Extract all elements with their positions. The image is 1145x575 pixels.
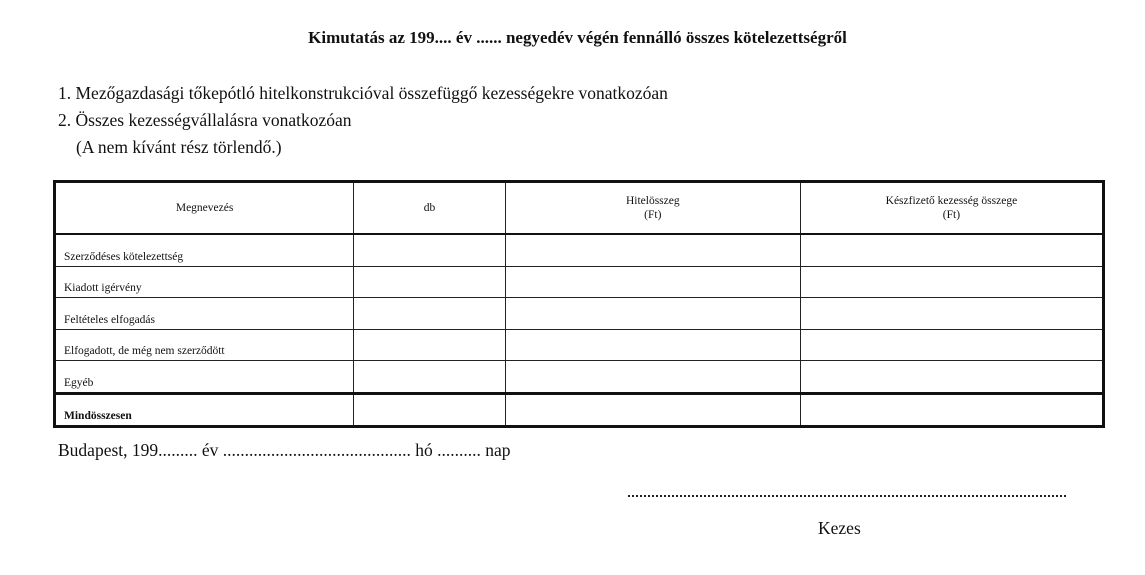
- cell-hitelosszeg[interactable]: [505, 234, 800, 266]
- header-db: db: [354, 182, 506, 235]
- cell-hitelosszeg[interactable]: [505, 361, 800, 394]
- deletion-note: (A nem kívánt rész törlendő.): [76, 137, 282, 157]
- header-keszfizeto: [800, 182, 1103, 235]
- liabilities-table: [53, 180, 1105, 428]
- cell-keszfizeto[interactable]: [800, 234, 1103, 266]
- total-label: Mindösszesen: [55, 393, 354, 427]
- header-hitelosszeg-label: Hitelösszeg: [625, 195, 680, 207]
- header-hitelosszeg-unit: (Ft): [644, 209, 662, 221]
- cell-db[interactable]: [354, 234, 506, 266]
- signature-label: Kezes: [818, 518, 861, 538]
- row-label: Egyéb: [55, 361, 354, 394]
- table-row: [55, 266, 1104, 298]
- table-total-row: [55, 393, 1104, 427]
- header-megnevezes: Megnevezés: [55, 182, 354, 235]
- cell-hitelosszeg-total[interactable]: [505, 393, 800, 427]
- header-keszfizeto-unit: (Ft): [942, 209, 961, 221]
- cell-db[interactable]: [354, 298, 506, 330]
- header-keszfizeto-label: Készfizető kezesség összege: [885, 195, 1018, 207]
- option-item-1: 1. Mezőgazdasági tőkepótló hitelkonstrukcióval összefüggő kezességekre vonatkozóan: [58, 83, 668, 103]
- table-row: [55, 329, 1104, 361]
- cell-keszfizeto[interactable]: [800, 361, 1103, 394]
- cell-keszfizeto[interactable]: [800, 329, 1103, 361]
- cell-db-total[interactable]: [354, 393, 506, 427]
- cell-db[interactable]: [354, 329, 506, 361]
- cell-keszfizeto[interactable]: [800, 298, 1103, 330]
- table-row: [55, 234, 1104, 266]
- row-label: Szerződéses kötelezettség: [55, 234, 354, 266]
- cell-db[interactable]: [354, 361, 506, 394]
- row-label: Kiadott igérvény: [55, 266, 354, 298]
- cell-db[interactable]: [354, 266, 506, 298]
- table-row: [55, 361, 1104, 394]
- option-item-2: 2. Összes kezességvállalásra vonatkozóan: [58, 110, 352, 130]
- place-date-line: Budapest, 199......... év ........................................... hó .......... nap: [58, 440, 511, 460]
- scope-options: [58, 80, 668, 161]
- cell-hitelosszeg[interactable]: [505, 266, 800, 298]
- table-row: [55, 298, 1104, 330]
- cell-keszfizeto-total[interactable]: [800, 393, 1103, 427]
- cell-hitelosszeg[interactable]: [505, 298, 800, 330]
- table-header-row: [55, 182, 1104, 235]
- row-label: Feltételes elfogadás: [55, 298, 354, 330]
- signature-line[interactable]: [628, 495, 1066, 497]
- row-label: Elfogadott, de még nem szerződött: [55, 329, 354, 361]
- header-hitelosszeg: [505, 182, 800, 235]
- cell-keszfizeto[interactable]: [800, 266, 1103, 298]
- cell-hitelosszeg[interactable]: [505, 329, 800, 361]
- document-title: Kimutatás az 199.... év ...... negyedév végén fennálló összes kötelezettségről: [308, 28, 847, 47]
